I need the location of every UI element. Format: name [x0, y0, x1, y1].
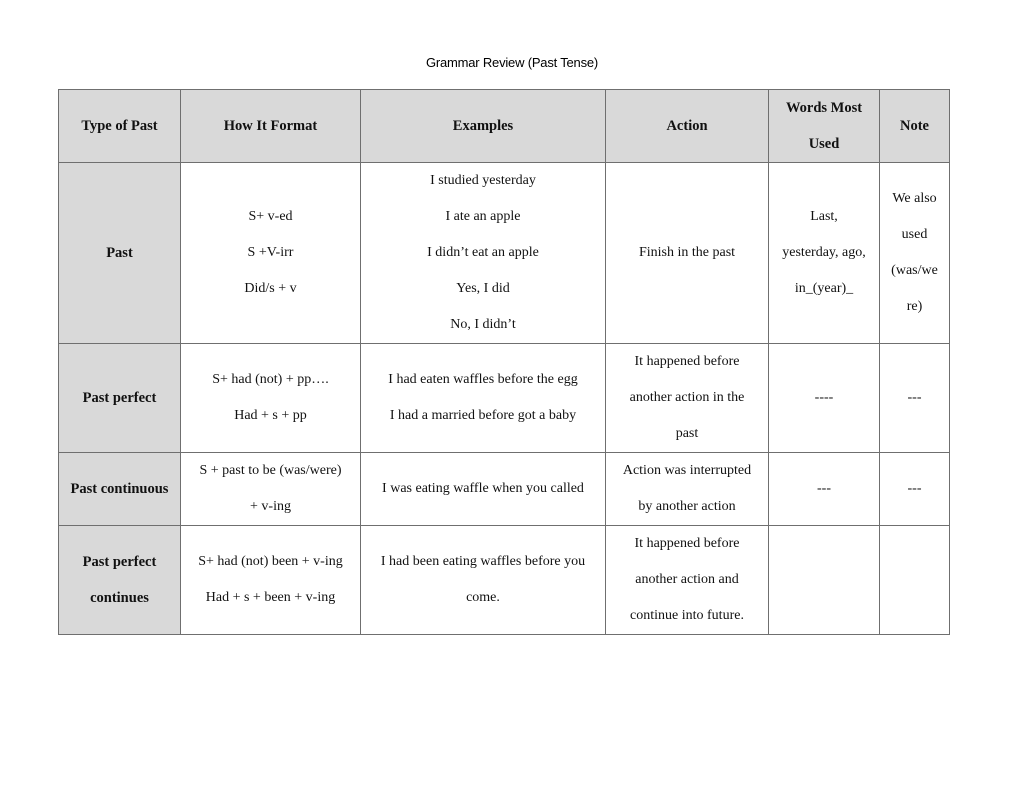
action-line: It happened before — [634, 536, 740, 551]
format-cell — [181, 453, 361, 526]
table-row — [59, 453, 950, 526]
format-cell — [181, 163, 361, 344]
examples-cell — [361, 344, 606, 453]
type-cell — [59, 526, 181, 635]
example-line: I had a married before got a baby — [389, 408, 577, 423]
format-line: S +V-irr — [247, 245, 294, 260]
example-line: I had been eating waffles before you — [380, 554, 586, 569]
example-line: I was eating waffle when you called — [382, 481, 584, 496]
action-line: Action was interrupted — [622, 463, 752, 478]
examples-cell — [361, 453, 606, 526]
header-action: Action — [606, 90, 769, 163]
header-how-it-format: How It Format — [181, 90, 361, 163]
note-line: (was/we — [891, 263, 938, 278]
type-cell: Past continuous — [59, 453, 181, 526]
type-line: Past perfect — [82, 554, 157, 570]
note-line: --- — [907, 390, 922, 405]
note-line: re) — [906, 299, 923, 314]
format-cell — [181, 526, 361, 635]
header-words-most-used — [769, 90, 880, 163]
note-line: used — [901, 227, 928, 242]
example-line: I ate an apple — [445, 209, 521, 224]
format-line: S+ v-ed — [248, 209, 293, 224]
words-cell — [769, 453, 880, 526]
type-cell: Past perfect — [59, 344, 181, 453]
action-cell — [606, 163, 769, 344]
words-line: Last, — [810, 209, 838, 224]
format-line: S+ had (not) + pp…. — [212, 372, 329, 387]
action-cell — [606, 344, 769, 453]
example-line: I had eaten waffles before the egg — [388, 372, 578, 387]
example-line: No, I didn’t — [450, 317, 516, 332]
examples-cell — [361, 163, 606, 344]
example-line: I didn’t eat an apple — [427, 245, 539, 260]
words-line: --- — [817, 481, 831, 496]
format-line: Had + s + been + v-ing — [205, 590, 336, 605]
type-line: continues — [90, 590, 149, 606]
action-line: by another action — [638, 499, 736, 514]
action-line: It happened before — [634, 354, 740, 369]
action-line: Finish in the past — [638, 245, 736, 260]
format-line: S + past to be (was/were) — [199, 463, 342, 478]
header-words-line: Used — [808, 136, 840, 152]
table-row — [59, 526, 950, 635]
action-line: past — [675, 426, 699, 441]
action-cell — [606, 526, 769, 635]
header-examples: Examples — [361, 90, 606, 163]
examples-cell — [361, 526, 606, 635]
table-row — [59, 344, 950, 453]
format-line: S+ had (not) been + v-ing — [198, 554, 343, 569]
format-line: Did/s + v — [244, 281, 297, 296]
words-line: yesterday, ago, — [782, 245, 866, 260]
note-line: We also — [892, 191, 937, 206]
format-line: + v-ing — [250, 499, 291, 514]
header-type-of-past: Type of Past — [59, 90, 181, 163]
words-cell — [769, 526, 880, 635]
words-line: ---- — [814, 390, 834, 405]
note-cell — [880, 163, 950, 344]
note-line: --- — [907, 481, 922, 496]
action-cell — [606, 453, 769, 526]
header-row — [59, 90, 950, 163]
document-title: Grammar Review (Past Tense) — [425, 55, 599, 70]
example-line: come. — [466, 590, 500, 605]
example-line: I studied yesterday — [430, 173, 536, 188]
type-cell: Past — [59, 163, 181, 344]
words-cell — [769, 344, 880, 453]
past-tense-table — [58, 89, 950, 635]
note-cell — [880, 344, 950, 453]
action-line: continue into future. — [630, 608, 744, 623]
note-cell — [880, 526, 950, 635]
note-cell — [880, 453, 950, 526]
action-line: another action and — [635, 572, 739, 587]
action-line: another action in the — [629, 390, 745, 405]
table-row — [59, 163, 950, 344]
header-words-line: Words Most — [785, 100, 863, 116]
words-cell — [769, 163, 880, 344]
format-cell — [181, 344, 361, 453]
header-note: Note — [880, 90, 950, 163]
format-line: Had + s + pp — [234, 408, 307, 423]
words-line: in_(year)_ — [794, 281, 854, 296]
example-line: Yes, I did — [456, 281, 510, 296]
